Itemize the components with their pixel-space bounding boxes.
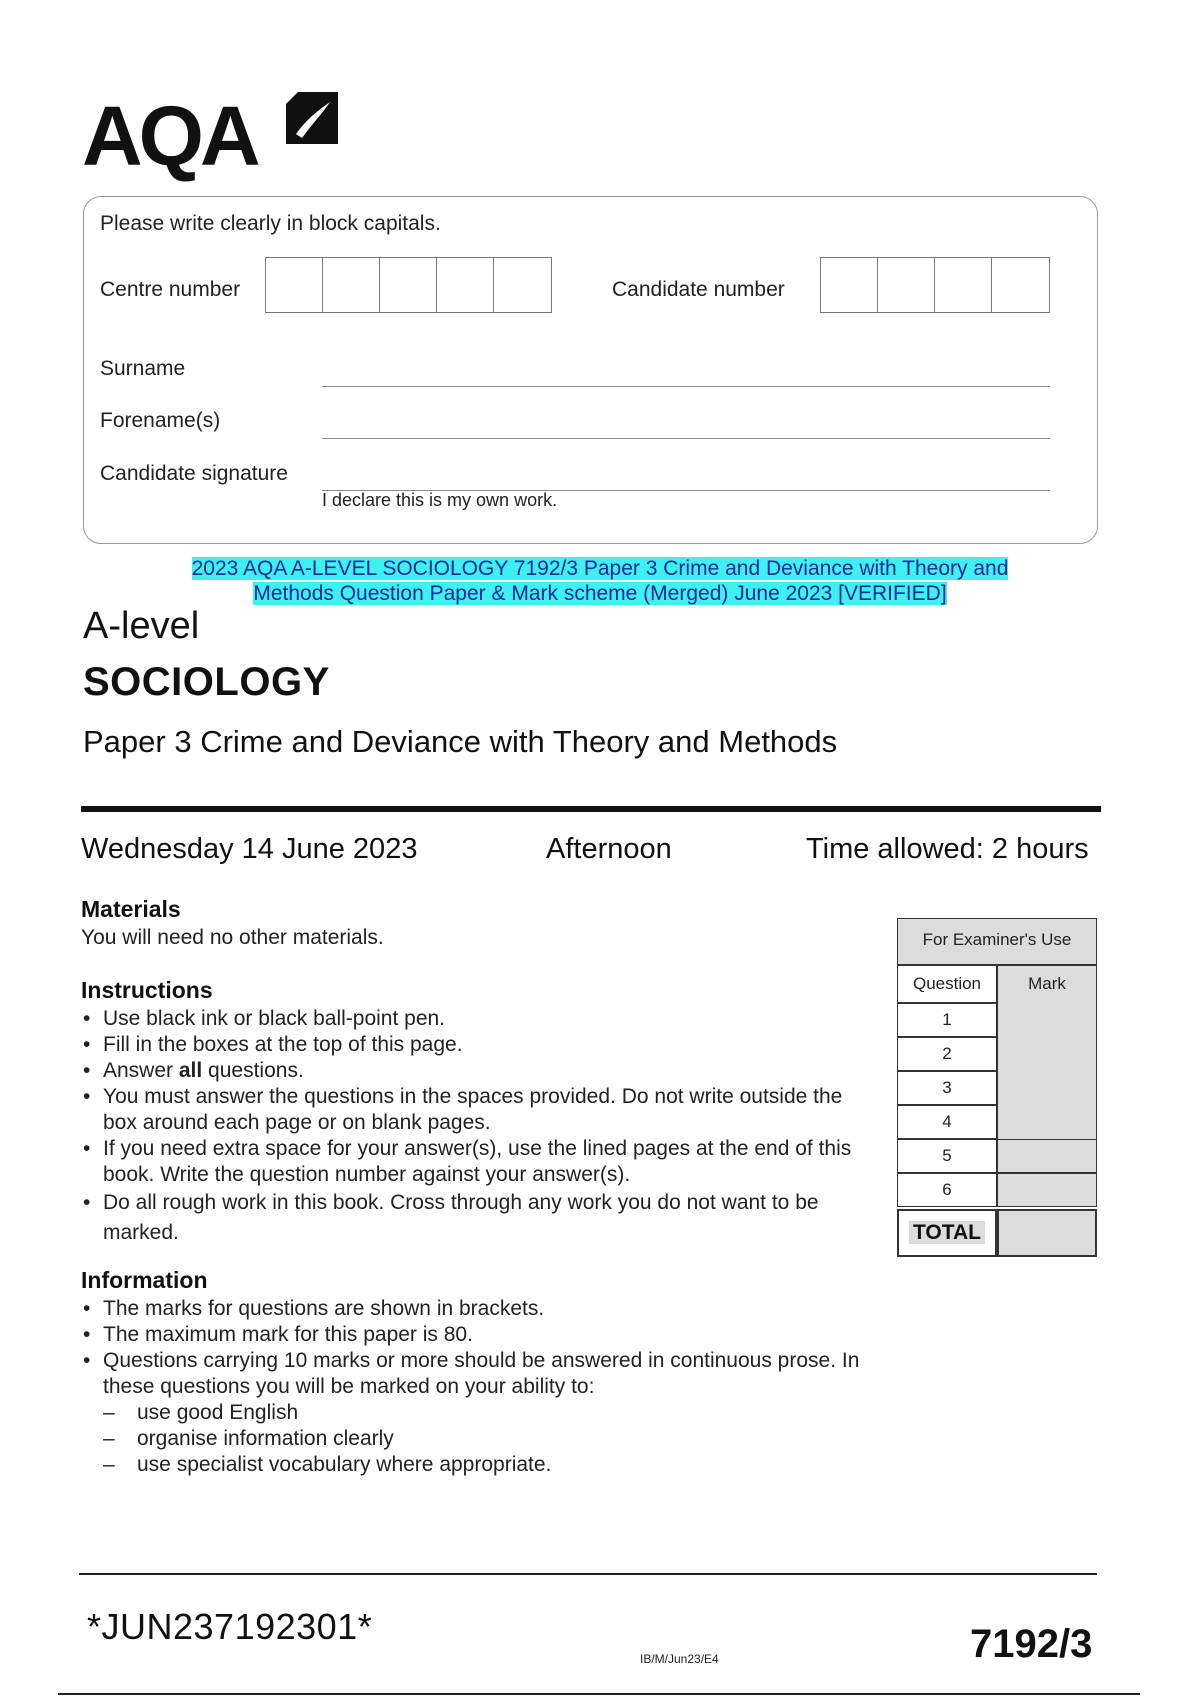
answer-suffix: questions. [202,1059,304,1082]
reference-code: IB/M/Jun23/E4 [640,1652,719,1666]
instructions-list-wrap [81,1006,871,1248]
mark-cell-6 [997,1173,1097,1207]
candidate-number-boxes[interactable] [820,257,1050,313]
centre-digit-box[interactable] [380,258,437,312]
forenames-line[interactable] [322,438,1050,439]
candidate-number-label: Candidate number [612,278,785,301]
candidate-digit-box[interactable] [821,258,878,312]
title-banner [120,556,1080,606]
information-item: • Questions carrying 10 marks or more should be answered in continuous prose. In these questions you will be marked on your ability to: [81,1348,881,1400]
instructions-heading: Instructions [81,977,213,1003]
answer-prefix: Answer [103,1059,179,1082]
aqa-tick-icon [284,90,340,144]
paper-title: Paper 3 Crime and Deviance with Theory and Methods [83,724,838,759]
instruction-item: • Do all rough work in this book. Cross through any work you do not want to be marked. [81,1188,871,1248]
instruction-item [81,1058,871,1084]
question-row-3: 3 [897,1071,997,1105]
centre-number-boxes[interactable] [265,257,552,313]
materials-heading: Materials [81,896,181,922]
total-label: TOTAL [909,1221,985,1244]
subject-title: SOCIOLOGY [83,660,330,704]
total-label-cell [897,1209,997,1257]
footer-divider [79,1573,1097,1575]
forenames-label: Forename(s) [100,409,221,432]
examiners-use-title: For Examiner's Use [897,918,1097,965]
qualification-level: A-level [83,605,200,647]
information-item: • The maximum mark for this paper is 80. [81,1322,881,1348]
signature-label: Candidate signature [100,462,288,485]
candidate-digit-box[interactable] [878,258,935,312]
candidate-digit-box[interactable] [935,258,992,312]
banner-line-1: 2023 AQA A-LEVEL SOCIOLOGY 7192/3 Paper 3 Crime and Deviance with Theory and [191,557,1009,580]
instruction-item: • Fill in the boxes at the top of this page. [81,1032,871,1058]
question-column-header: Question [897,965,997,1003]
paper-code: 7192/3 [970,1622,1093,1666]
time-allowed: Time allowed: 2 hours [806,833,1089,865]
ability-list [81,1400,881,1478]
instruction-item: • If you need extra space for your answer(s), use the lined pages at the end of this book. Write the question number against your answer(s). [81,1136,871,1188]
information-list [81,1296,881,1400]
information-item: • The marks for questions are shown in brackets. [81,1296,881,1322]
surname-label: Surname [100,357,186,380]
instruction-item: • You must answer the questions in the spaces provided. Do not write outside the box around each page or on blank pages. [81,1084,871,1136]
instructions-list [81,1006,871,1248]
centre-number-label: Centre number [100,278,241,301]
surname-line[interactable] [322,386,1050,387]
page-bottom-rule [58,1693,1140,1695]
centre-digit-box[interactable] [437,258,494,312]
information-list-wrap [81,1296,881,1478]
barcode-text: *JUN237192301* [87,1606,373,1647]
total-mark-cell [997,1209,1097,1257]
centre-digit-box[interactable] [266,258,323,312]
materials-text: You will need no other materials. [81,926,384,949]
question-row-1: 1 [897,1003,997,1037]
mark-column-header: Mark [1028,974,1066,993]
question-row-5: 5 [897,1139,997,1173]
centre-digit-box[interactable] [323,258,380,312]
centre-digit-box[interactable] [494,258,551,312]
aqa-logo [82,88,342,184]
block-capitals-instruction: Please write clearly in block capitals. [100,212,441,235]
question-row-2: 2 [897,1037,997,1071]
candidate-digit-box[interactable] [992,258,1049,312]
logo-text: AQA [82,89,257,183]
candidate-details-box [83,196,1098,544]
declaration-text: I declare this is my own work. [322,490,558,510]
header-divider [81,806,1101,812]
ability-item: – use specialist vocabulary where appropriate. [81,1452,881,1478]
mark-cell-5 [997,1139,1097,1173]
instruction-item: • Use black ink or black ball-point pen. [81,1006,871,1032]
exam-date: Wednesday 14 June 2023 [81,833,418,865]
banner-line-2: Methods Question Paper & Mark scheme (Merged) June 2023 [VERIFIED] [253,582,947,605]
ability-item: – use good English [81,1400,881,1426]
question-row-4: 4 [897,1105,997,1139]
question-row-6: 6 [897,1173,997,1207]
information-heading: Information [81,1267,208,1293]
ability-item: – organise information clearly [81,1426,881,1452]
answer-bold: all [178,1059,203,1082]
exam-session: Afternoon [546,833,672,865]
